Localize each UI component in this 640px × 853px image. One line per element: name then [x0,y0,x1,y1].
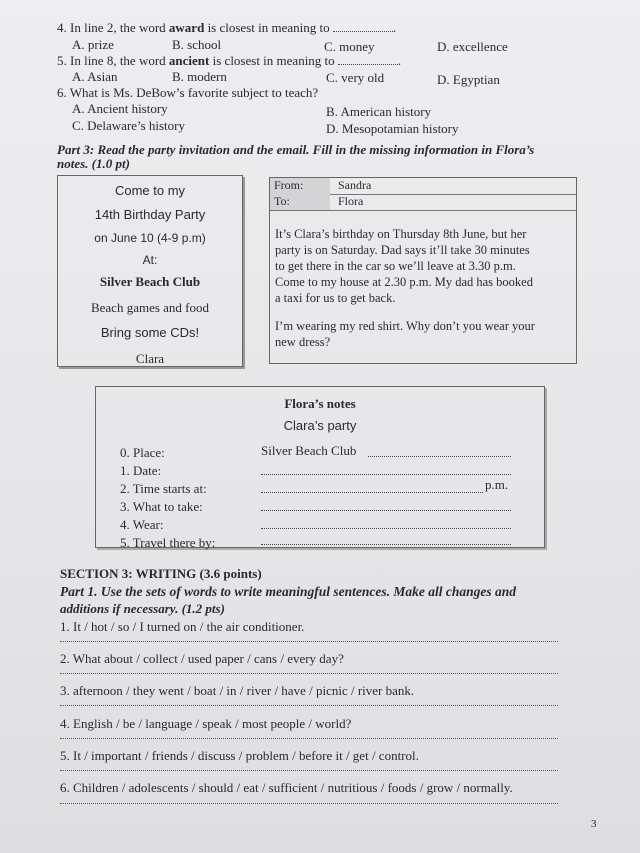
email-body-line: I’m wearing my red shirt. Why don’t you wear your [275,319,535,333]
notes-item-label: 3. What to take: [120,499,203,514]
email-body-line: Come to my house at 2.30 p.m. My dad has booked [275,275,533,289]
email-body-paragraph-1 [275,226,573,306]
invitation-line: Bring some CDs! [100,325,200,340]
email-body-line: to get there in the car so we’ll leave at 3.30 p.m. [275,259,516,273]
question-5-text: 5. In line 8, the word [57,53,169,68]
email-from-value: Sandra [338,178,372,192]
question-6-stem: 6. What is Ms. DeBow’s favorite subject to teach? [57,85,319,100]
option-a[interactable]: A. Ancient history [72,101,168,116]
invitation-signature: Clara [135,351,165,366]
writing-answer-line-5[interactable] [60,769,558,771]
question-5-stem [57,53,401,69]
answer-line-wear[interactable] [261,527,511,529]
section3-part1-instruction-2: additions if necessary. (1.2 pts) [60,601,225,616]
option-c[interactable]: C. Delaware’s history [72,118,186,133]
notes-subtitle: Clara’s party [283,418,357,433]
writing-prompt-1: 1. It / hot / so / I turned on / the air conditioner. [60,619,305,634]
email-body-line: new dress? [275,335,331,349]
notes-place-value: Silver Beach Club [261,443,357,458]
email-to-value: Flora [338,194,364,208]
email-body-line: party is on Saturday. Dad says it’ll take 30 minutes [275,243,530,257]
writing-answer-line-6[interactable] [60,802,558,804]
option-a[interactable]: A. prize [72,37,114,52]
notes-item-label: 0. Place: [120,445,165,460]
answer-blank[interactable] [333,21,393,32]
notes-time-unit: p.m. [485,477,509,492]
question-4-text-end: is closest in meaning to [204,20,330,35]
question-4-period: . [392,20,397,35]
email-from-row [270,178,576,195]
email-to-label: To: [270,194,330,210]
invitation-line: Beach games and food [90,300,210,315]
option-a[interactable]: A. Asian [72,69,118,84]
answer-line-travel[interactable] [261,543,511,545]
question-4-stem [57,20,396,36]
answer-blank[interactable] [338,54,398,65]
notes-title: Flora’s notes [284,396,356,411]
email-to-row [270,194,576,211]
notes-item-label: 2. Time starts at: [120,481,207,496]
question-4-keyword: award [168,20,205,35]
answer-line-date[interactable] [261,473,511,475]
option-b[interactable]: B. modern [172,69,227,84]
answer-line-take[interactable] [261,509,511,511]
notes-item-label: 5. Travel there by: [120,535,216,550]
writing-prompt-5: 5. It / important / friends / discuss / problem / before it / get / control. [60,748,419,763]
invitation-venue: Silver Beach Club [99,274,201,289]
answer-line [368,455,511,457]
floras-notes [95,386,545,548]
part3-instruction-2: notes. (1.0 pt) [57,156,130,171]
option-d[interactable]: D. Mesopotamian history [326,121,459,136]
invitation-line: At: [142,253,158,267]
answer-line-time[interactable] [261,491,483,493]
option-c[interactable]: C. money [324,39,375,54]
invitation-line: Come to my [114,183,186,198]
question-5-keyword: ancient [168,53,210,68]
email-message [269,177,577,364]
notes-item-label: 4. Wear: [120,517,164,532]
question-5-period: . [397,53,402,68]
notes-item-label: 1. Date: [120,463,162,478]
section3-part1-instruction: Part 1. Use the sets of words to write meaningful sentences. Make all changes and [60,584,517,599]
invitation-line: 14th Birthday Party [94,207,206,222]
page-number: 3 [591,818,597,830]
writing-prompt-3: 3. afternoon / they went / boat / in / river / have / picnic / river bank. [60,683,415,698]
section3-title: SECTION 3: WRITING (3.6 points) [60,566,262,581]
option-c[interactable]: C. very old [326,70,385,85]
invitation-line: on June 10 (4-9 p.m) [94,231,206,245]
part3-text: Read the party invitation and the email. Fill in the missing information in Flora’s [94,142,535,157]
writing-prompt-6: 6. Children / adolescents / should / eat / sufficient / nutritious / foods / grow / normally. [60,780,513,795]
question-5-text-end: is closest in meaning to [209,53,335,68]
question-4-text: 4. In line 2, the word [57,20,169,35]
writing-answer-line-2[interactable] [60,672,558,674]
email-from-label: From: [270,178,330,194]
writing-answer-line-4[interactable] [60,737,558,739]
option-b[interactable]: B. American history [326,104,432,119]
writing-answer-line-1[interactable] [60,640,558,642]
option-b[interactable]: B. school [172,37,222,52]
option-d[interactable]: D. Egyptian [437,72,500,87]
email-body-paragraph-2 [275,318,573,350]
writing-answer-line-3[interactable] [60,704,558,706]
writing-prompt-2: 2. What about / collect / used paper / cans / every day? [60,651,344,666]
option-d[interactable]: D. excellence [437,39,508,54]
writing-prompt-4: 4. English / be / language / speak / most people / world? [60,716,352,731]
email-body-line: a taxi for us to get back. [275,291,396,305]
part3-label: Part 3: [57,142,95,157]
email-body-line: It’s Clara’s birthday on Thursday 8th June, but her [275,227,527,241]
party-invitation [57,175,243,367]
